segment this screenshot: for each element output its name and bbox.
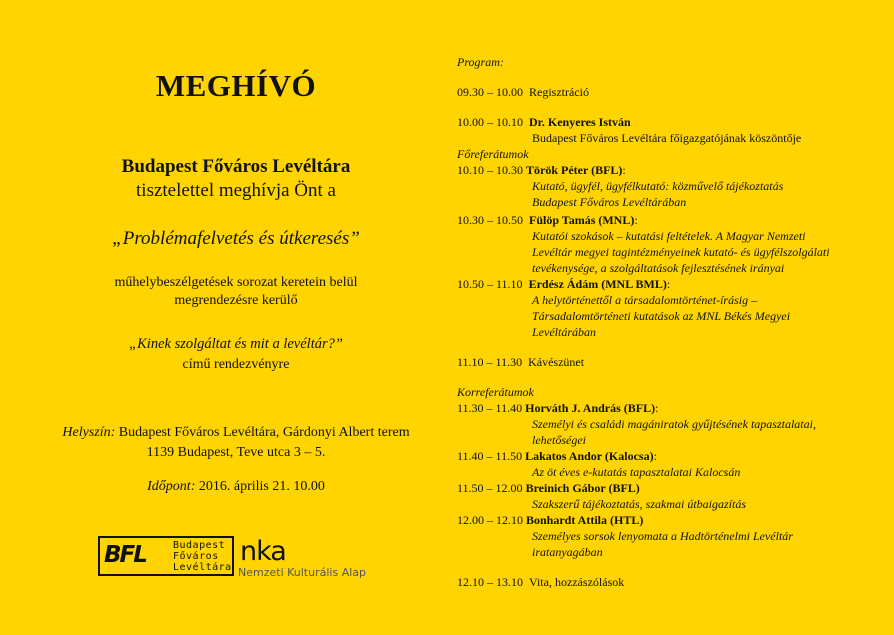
program-item-discussion — [457, 574, 887, 590]
program-label: Program: — [457, 55, 504, 69]
program-item-talk-3: 10.50 – 11.10 Erdész Ádám (MNL BML): — [457, 277, 671, 291]
talk-2-title: Kutatói szokások – kutatási feltételek. A Magyar Nemzeti Levéltár megyei tagintézményeinek kutató- és ügyfélszolgálati tevékenysége, a szolgáltatások fejlesztésének irányai — [532, 229, 830, 275]
speaker-name: Breinich Gábor (BFL) — [525, 481, 640, 495]
co-4-title: Személyes sorsok lenyomata a Hadtörténelmi Levéltár iratanyagában — [532, 529, 793, 559]
opening-description: Budapest Főváros Levéltára főigazgatójának köszöntője — [532, 131, 802, 145]
time: 11.40 – 11.50 — [457, 449, 523, 463]
desc-line-2: megrendezésre kerülő — [174, 293, 298, 308]
invite-line: tisztelettel meghívja Önt a — [136, 180, 336, 201]
item-text: Vita, hozzászólások — [529, 575, 625, 589]
program-item-opening — [457, 114, 887, 130]
program-item-break — [457, 354, 887, 370]
date-label: Időpont: — [147, 479, 196, 494]
venue-line-2: 1139 Budapest, Teve utca 3 – 5. — [146, 445, 326, 460]
program-item-co-1: 11.30 – 11.40 Horváth J. András (BFL): — [457, 401, 659, 415]
venue — [40, 423, 432, 463]
co-1-title: Személyi és családi magániratok gyűjtésének tapasztalatai, lehetőségei — [532, 417, 816, 447]
program-item-co-4 — [457, 512, 887, 528]
series-title: „Problémafelvetés és útkeresés” — [112, 228, 360, 249]
program-panel — [457, 54, 887, 590]
talk-3-title: A helytörténettől a társadalomtörténet-írásig – Társadalomtörténeti kutatások az MNL Békés Megyei Levéltárában — [532, 293, 791, 339]
bfl-logo-mark: BFL — [104, 542, 146, 568]
venue-line-1: Budapest Főváros Levéltára, Gárdonyi Albert terem — [118, 425, 410, 440]
bfl-logo-line-3: Levéltára — [173, 562, 232, 573]
program-item-talk-1: 10.10 – 10.30 Török Péter (BFL): — [457, 163, 626, 177]
venue-label: Helyszín: — [62, 425, 116, 440]
bfl-logo-text — [173, 540, 232, 573]
nka-logo-text: Nemzeti Kulturális Alap — [238, 566, 367, 579]
program-item-registration — [457, 84, 887, 100]
date-value: 2016. április 21. 10.00 — [198, 479, 325, 494]
speaker-name: Horváth J. András (BFL) — [525, 401, 656, 415]
speaker-name: Bonhardt Attila (HTL) — [526, 513, 644, 527]
speaker-name: Erdész Ádám (MNL BML) — [528, 277, 667, 291]
bfl-logo-line-1: Budapest — [173, 540, 226, 551]
co-2-title: Az öt éves e-kutatás tapasztalatai Kalocsán — [532, 465, 741, 479]
time: 11.50 – 12.00 — [457, 481, 523, 495]
time: 10.30 – 10.50 — [457, 213, 523, 227]
host-organization: Budapest Főváros Levéltára — [121, 156, 351, 177]
event-suffix: című rendezvényre — [182, 357, 290, 372]
invitation-left-panel — [40, 60, 432, 495]
nka-logo — [238, 536, 388, 582]
section-label-co: Korreferátumok — [457, 385, 534, 399]
bfl-logo-line-2: Főváros — [173, 551, 219, 562]
event-date — [40, 479, 432, 495]
time: 12.00 – 12.10 — [457, 513, 523, 527]
speaker-name: Fülöp Tamás (MNL) — [529, 213, 635, 227]
desc-line-1: műhelybeszélgetések sorozat keretein belül — [114, 275, 358, 290]
program-item-co-2: 11.40 – 11.50 Lakatos Andor (Kalocsa): — [457, 449, 657, 463]
program-item-co-3 — [457, 480, 887, 496]
talk-1-title: Kutató, ügyfél, ügyfélkutató: közművelő tájékoztatás Budapest Főváros Levéltárában — [532, 179, 784, 209]
series-description — [40, 274, 432, 310]
speaker-name: Lakatos Andor (Kalocsa) — [525, 449, 654, 463]
time: 11.10 – 11.30 — [457, 355, 523, 369]
nka-logo-mark: nka — [240, 536, 286, 567]
time: 10.00 – 10.10 — [457, 115, 523, 129]
time: 09.30 – 10.00 — [457, 85, 523, 99]
speaker-name: Dr. Kenyeres István — [529, 115, 631, 129]
item-text: Kávészünet — [528, 355, 585, 369]
bfl-logo — [98, 536, 234, 576]
speaker-name: Török Péter (BFL) — [526, 163, 623, 177]
program-item-talk-2: 10.30 – 10.50 Fülöp Tamás (MNL): — [457, 213, 638, 227]
event-title: „Kinek szolgáltat és mit a levéltár?” — [129, 336, 343, 352]
invitation-title: MEGHÍVÓ — [155, 68, 317, 103]
time: 12.10 – 13.10 — [457, 575, 523, 589]
item-text: Regisztráció — [529, 85, 589, 99]
time: 10.10 – 10.30 — [457, 163, 523, 177]
co-3-title: Szakszerű tájékoztatás, szakmai útbaigazítás — [532, 497, 747, 511]
time: 11.30 – 11.40 — [457, 401, 523, 415]
section-label-main: Főreferátumok — [457, 147, 529, 161]
time: 10.50 – 11.10 — [457, 277, 523, 291]
